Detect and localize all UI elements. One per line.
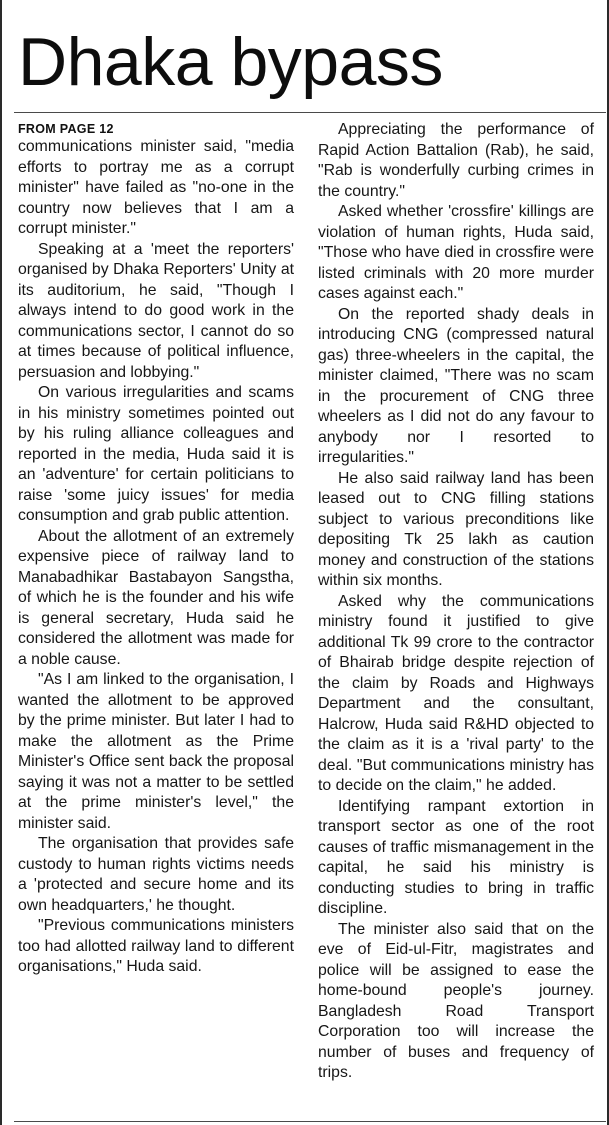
headline: Dhaka bypass [18, 24, 443, 100]
article-column-left [18, 120, 294, 978]
paragraph: "As I am linked to the organisation, I wanted the allotment to be approved by the prime minister. But later I had to make the allotment as the Prime Minister's Office sent back the proposal saying it was not a matter to be settled at the prime minister's level," the minister said. [18, 671, 294, 832]
paragraph: Identifying rampant extortion in transport sector as one of the root causes of traffic mismanagement in the capital, he said his ministry is conducting studies to bring in traffic discipline. [318, 797, 594, 917]
paragraph: On various irregularities and scams in his ministry sometimes pointed out by his ruling alliance colleagues and reported in the media, Huda said it is an 'adventure' for certain politicians to raise 'some juicy issues' for media consumption and grab public attention. [18, 384, 294, 524]
article-column-right [318, 120, 594, 1084]
paragraph: He also said railway land has been leased out to CNG filling stations subject to various preconditions like depositing Tk 25 lakh as caution money and construction of the stations within six months. [318, 469, 594, 589]
paragraph: communications minister said, "media efforts to portray me as a corrupt minister" have failed as "no-one in the country now believes that I am a corrupt minister." [18, 138, 294, 237]
paragraph: The organisation that provides safe custody to human rights victims needs a 'protected and secure home and its own headquarters,' he thought. [18, 835, 294, 914]
jump-label: FROM PAGE 12 [18, 122, 114, 136]
paragraph: Speaking at a 'meet the reporters' organised by Dhaka Reporters' Unity at its auditorium, he said, "Though I always intend to do good work in the communications sector, I cannot do so at times because of political influence, persuasion and lobbying." [18, 240, 294, 381]
paragraph: About the allotment of an extremely expensive piece of railway land to Manabadhikar Bastabayon Sangstha, of which he is the founder and his wife is general secretary, Huda said he considered the allotment was made for a noble cause. [18, 527, 294, 668]
paragraph: "Previous communications ministers too had allotted railway land to different organisations," Huda said. [18, 917, 294, 975]
left-border [0, 0, 2, 1125]
headline-rule [14, 112, 606, 113]
paragraph: Appreciating the performance of Rapid Action Battalion (Rab), he said, "Rab is wonderfully curbing crimes in the country." [318, 121, 594, 200]
paragraph: Asked why the communications ministry found it justified to give additional Tk 99 crore to the contractor of Bhairab bridge despite rejection of the claim by Roads and Highways Department and the consultant, Halcrow, Huda said R&HD objected to the claim as it is a 'rival party' to the deal. "But communications ministry has to decide on the claim," he added. [318, 592, 594, 794]
paragraph: On the reported shady deals in introducing CNG (compressed natural gas) three-wheelers in the capital, the minister claimed, "There was no scam in the procurement of CNG three wheelers as I did not do any favour to anybody nor I resorted to irregularities." [318, 305, 594, 466]
bottom-rule [14, 1121, 606, 1122]
paragraph: The minister also said that on the eve of Eid-ul-Fitr, magistrates and police will be assigned to ease the home-bound people's journey. Bangladesh Road Transport Corporation too will increase the number of buses and frequency of trips. [318, 920, 594, 1081]
paragraph: Asked whether 'crossfire' killings are violation of human rights, Huda said, "Those who have died in crossfire were listed criminals with 20 more murder cases against each." [318, 203, 594, 302]
